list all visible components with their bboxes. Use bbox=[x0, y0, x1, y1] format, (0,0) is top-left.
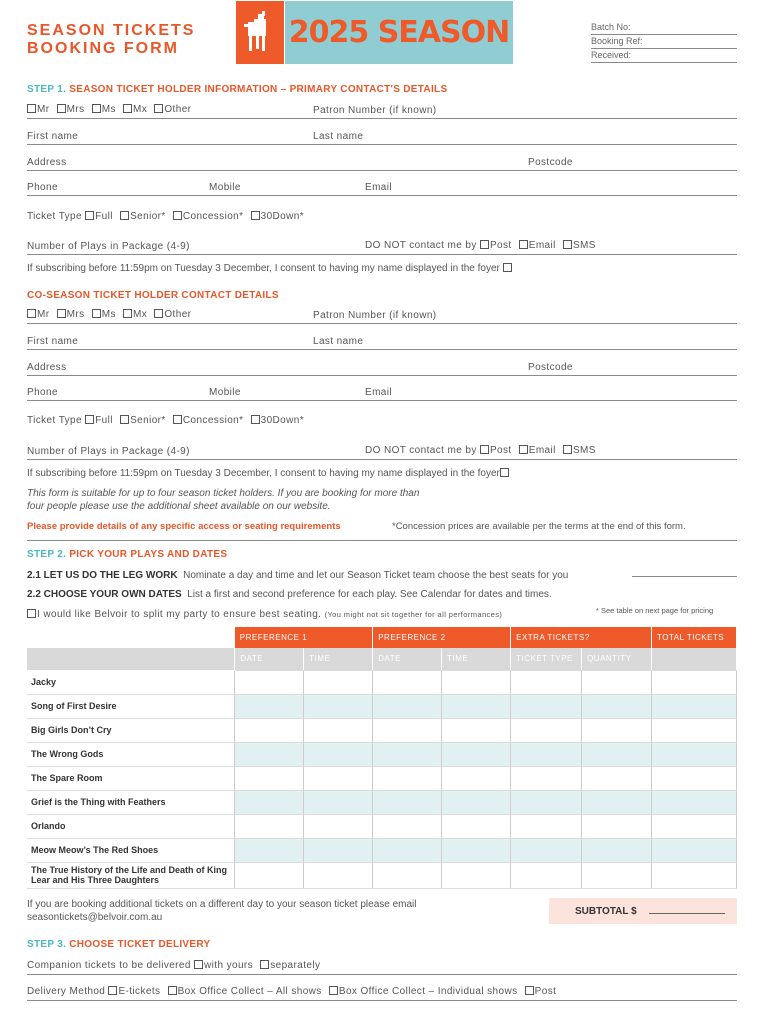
co-mobile-label: Mobile bbox=[209, 387, 241, 398]
plays-table: PREFERENCE 1 PREFERENCE 2 EXTRA TICKETS? TOTAL TICKETS DATE TIME DATE TIME TICKET TYPE QUANTITY Jacky Song of First Desire Big Girls Don’t Cry The Wrong Gods The Spare Room Grief is the Thing with Feathers Orlando Meow Meow’s The Red Shoes The True History of the Life and Death of King Lear and His Three Daughters bbox=[27, 627, 737, 889]
co-patron-line[interactable] bbox=[27, 323, 737, 324]
co-phone-label: Phone bbox=[27, 387, 58, 398]
email-label: Email bbox=[365, 182, 393, 193]
contact-line[interactable] bbox=[27, 195, 737, 196]
last-name-label: Last name bbox=[313, 131, 364, 142]
title-mr[interactable]: Mr bbox=[27, 104, 49, 115]
title-mx[interactable]: Mx bbox=[123, 104, 147, 115]
email-link[interactable]: seasontickets@belvoir.com.au bbox=[27, 912, 163, 923]
season-banner: 2025 SEASON bbox=[285, 1, 513, 64]
leg-work-line[interactable] bbox=[632, 576, 737, 577]
form-title: SEASON TICKETS BOOKING FORM bbox=[27, 22, 196, 57]
pricing-note: * See table on next page for pricing bbox=[596, 606, 714, 615]
companion-separately[interactable]: separately bbox=[260, 960, 320, 971]
extra-tickets-note: If you are booking additional tickets on a different day to your season ticket please email seasontickets@belvoir.com.au bbox=[27, 899, 417, 923]
booking-ref-field[interactable]: Booking Ref: bbox=[591, 36, 737, 49]
companion-row: Companion tickets to be delivered with yours separately bbox=[27, 960, 321, 971]
step3-heading: STEP 3. CHOOSE TICKET DELIVERY bbox=[27, 939, 211, 950]
co-last-name-label: Last name bbox=[313, 336, 364, 347]
co-address-line[interactable] bbox=[27, 375, 737, 376]
co-address-label: Address bbox=[27, 362, 67, 373]
contact-sms[interactable]: SMS bbox=[563, 240, 596, 251]
access-line[interactable] bbox=[27, 540, 737, 541]
ticket-full[interactable]: Full bbox=[85, 211, 113, 222]
delivery-post[interactable]: Post bbox=[525, 986, 557, 997]
co-email-label: Email bbox=[365, 387, 393, 398]
table-row: The Wrong Gods bbox=[27, 742, 737, 766]
table-row: The True History of the Life and Death of King Lear and His Three Daughters bbox=[27, 862, 737, 888]
address-label: Address bbox=[27, 157, 67, 168]
dog-logo-icon bbox=[236, 1, 284, 64]
header-preference-1: PREFERENCE 1 bbox=[235, 627, 373, 648]
do-not-contact-row: DO NOT contact me by Post Email SMS bbox=[365, 240, 596, 251]
subtotal-box bbox=[549, 898, 737, 924]
patron-number-label: Patron Number (if known) bbox=[313, 105, 437, 116]
title-options bbox=[27, 104, 195, 115]
co-postcode-label: Postcode bbox=[528, 362, 573, 373]
first-name-label: First name bbox=[27, 131, 79, 142]
plays-label: Number of Plays in Package (4-9) bbox=[27, 241, 190, 252]
table-row: Big Girls Don’t Cry bbox=[27, 718, 737, 742]
co-patron-label: Patron Number (if known) bbox=[313, 310, 437, 321]
batch-no-field[interactable]: Batch No: bbox=[591, 22, 737, 35]
delivery-row: Delivery Method E-tickets Box Office Collect – All shows Box Office Collect – Individual shows Post bbox=[27, 986, 557, 997]
subtotal-field[interactable] bbox=[649, 913, 725, 914]
co-title-options: Mr Mrs Ms Mx Other bbox=[27, 309, 195, 320]
concession-note: *Concession prices are available per the terms at the end of this form. bbox=[392, 521, 686, 532]
ticket-concession[interactable]: Concession* bbox=[173, 211, 244, 222]
co-plays-line[interactable] bbox=[27, 459, 737, 460]
split-party-row[interactable]: I would like Belvoir to split my party to ensure best seating. (You might not sit together for all performances) bbox=[27, 609, 502, 620]
header-total-tickets: TOTAL TICKETS bbox=[652, 627, 737, 648]
plays-line[interactable] bbox=[27, 254, 737, 255]
co-consent-row: If subscribing before 11:59pm on Tuesday 3 December, I consent to having my name displayed in the foyer bbox=[27, 468, 510, 479]
companion-with-yours[interactable]: with yours bbox=[194, 960, 253, 971]
leg-work-row: 2.1 LET US DO THE LEG WORK Nominate a day and time and let our Season Ticket team choose the best seats for you bbox=[27, 570, 569, 581]
checkbox-mr bbox=[27, 104, 36, 113]
co-consent-checkbox[interactable] bbox=[500, 468, 509, 477]
ticket-30down[interactable]: 30Down* bbox=[251, 211, 304, 222]
co-plays-label: Number of Plays in Package (4-9) bbox=[27, 446, 190, 457]
ticket-senior[interactable]: Senior* bbox=[120, 211, 166, 222]
table-row: Meow Meow’s The Red Shoes bbox=[27, 838, 737, 862]
phone-label: Phone bbox=[27, 182, 58, 193]
mobile-label: Mobile bbox=[209, 182, 241, 193]
co-contact-line[interactable] bbox=[27, 400, 737, 401]
co-do-not-contact-row: DO NOT contact me by Post Email SMS bbox=[365, 445, 596, 456]
table-row: Jacky bbox=[27, 670, 737, 694]
delivery-line bbox=[27, 1000, 737, 1001]
co-first-name-label: First name bbox=[27, 336, 79, 347]
delivery-box-office-all[interactable]: Box Office Collect – All shows bbox=[168, 986, 322, 997]
header-preference-2: PREFERENCE 2 bbox=[373, 627, 511, 648]
table-row: Song of First Desire bbox=[27, 694, 737, 718]
title-other[interactable]: Other bbox=[154, 104, 191, 115]
own-dates-row: 2.2 CHOOSE YOUR OWN DATES List a first and second preference for each play. See Calendar for dates and times. bbox=[27, 589, 552, 600]
address-line[interactable] bbox=[27, 170, 737, 171]
access-requirements-label: Please provide details of any specific access or seating requirements bbox=[27, 521, 341, 532]
step2-heading: STEP 2. PICK YOUR PLAYS AND DATES bbox=[27, 549, 228, 560]
companion-line bbox=[27, 974, 737, 975]
title-ms[interactable]: Ms bbox=[92, 104, 116, 115]
co-holder-heading: CO-SEASON TICKET HOLDER CONTACT DETAILS bbox=[27, 290, 279, 301]
step1-heading: STEP 1. SEASON TICKET HOLDER INFORMATION – PRIMARY CONTACT'S DETAILS bbox=[27, 84, 448, 95]
received-field[interactable]: Received: bbox=[591, 50, 737, 63]
split-party-checkbox bbox=[27, 609, 36, 618]
co-name-line[interactable] bbox=[27, 349, 737, 350]
postcode-label: Postcode bbox=[528, 157, 573, 168]
subtotal-label: SUBTOTAL $ bbox=[575, 906, 637, 917]
contact-email[interactable]: Email bbox=[519, 240, 556, 251]
header-extra-tickets: EXTRA TICKETS? bbox=[511, 627, 652, 648]
patron-line[interactable] bbox=[27, 118, 737, 119]
table-row: The Spare Room bbox=[27, 766, 737, 790]
delivery-box-office-individual[interactable]: Box Office Collect – Individual shows bbox=[329, 986, 518, 997]
consent-row: If subscribing before 11:59pm on Tuesday 3 December, I consent to having my name displayed in the foyer bbox=[27, 263, 513, 274]
form-note: This form is suitable for up to four season ticket holders. If you are booking for more than four people please use the additional sheet available on our website. bbox=[27, 488, 420, 512]
title-mrs[interactable]: Mrs bbox=[57, 104, 85, 115]
delivery-etickets[interactable]: E-tickets bbox=[108, 986, 160, 997]
table-row: Grief is the Thing with Feathers bbox=[27, 790, 737, 814]
co-ticket-type-row: Ticket Type Full Senior* Concession* 30Down* bbox=[27, 415, 304, 426]
table-row: Orlando bbox=[27, 814, 737, 838]
contact-post[interactable]: Post bbox=[480, 240, 512, 251]
name-line[interactable] bbox=[27, 144, 737, 145]
consent-checkbox[interactable] bbox=[503, 263, 512, 272]
ticket-type-row: Ticket Type Full Senior* Concession* 30Down* bbox=[27, 211, 304, 222]
